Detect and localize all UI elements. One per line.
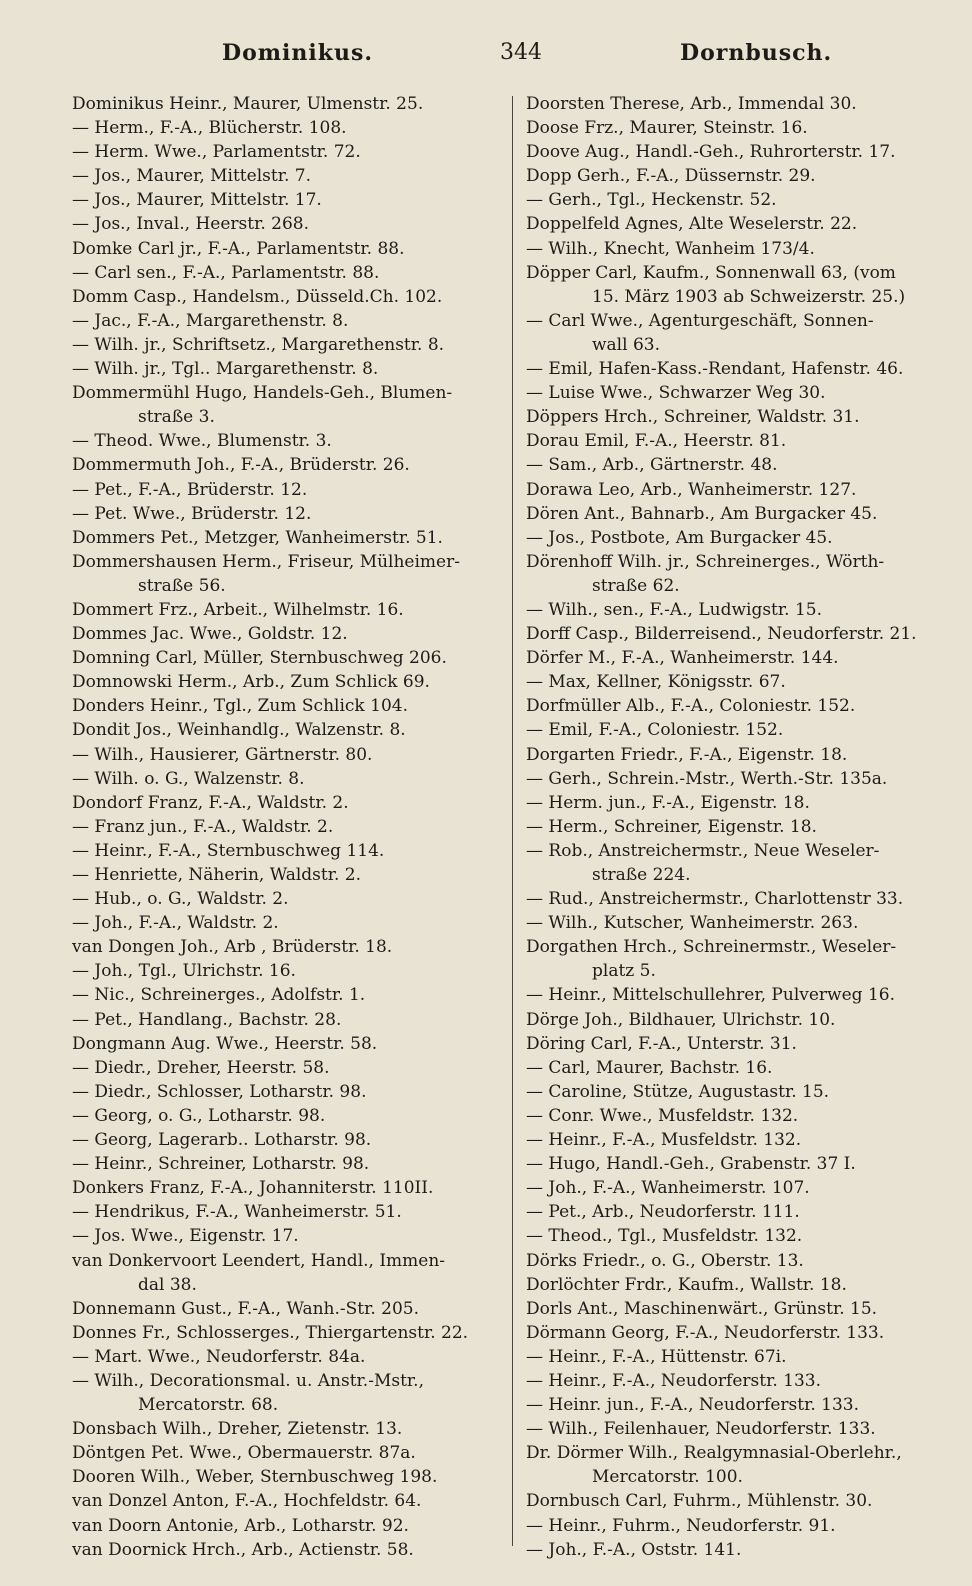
directory-entry: — Diedr., Dreher, Heerstr. 58. — [72, 1057, 330, 1078]
directory-entry: Dommermuth Joh., F.-A., Brüderstr. 26. — [72, 455, 410, 476]
directory-entry: Döring Carl, F.-A., Unterstr. 31. — [526, 1033, 797, 1054]
directory-entry: Dorls Ant., Maschinenwärt., Grünstr. 15. — [526, 1298, 878, 1319]
entry-continuation: dal 38. — [138, 1274, 197, 1295]
directory-entry: — Pet., Handlang., Bachstr. 28. — [72, 1009, 342, 1030]
entry-continuation: platz 5. — [592, 961, 656, 982]
directory-entry: Dornbusch Carl, Fuhrm., Mühlenstr. 30. — [526, 1491, 873, 1512]
entry-continuation: 15. März 1903 ab Schweizerstr. 25.) — [592, 286, 906, 307]
header-right-name: Dornbusch. — [680, 40, 833, 66]
directory-entry: Dommers Pet., Metzger, Wanheimerstr. 51. — [72, 527, 443, 548]
directory-entry: Doppelfeld Agnes, Alte Weselerstr. 22. — [526, 214, 858, 235]
directory-entry: — Wilh., Decorationsmal. u. Anstr.-Mstr., — [72, 1370, 424, 1391]
directory-entry: Donders Heinr., Tgl., Zum Schlick 104. — [72, 696, 408, 717]
directory-entry: Dören Ant., Bahnarb., Am Burgacker 45. — [526, 503, 878, 524]
directory-entry: — Sam., Arb., Gärtnerstr. 48. — [526, 455, 778, 476]
directory-entry: Donnemann Gust., F.-A., Wanh.-Str. 205. — [72, 1298, 420, 1319]
header-left-name: Dominikus. — [222, 40, 374, 66]
directory-entry: — Joh., F.-A., Oststr. 141. — [526, 1539, 742, 1560]
directory-entry: — Pet. Wwe., Brüderstr. 12. — [72, 503, 312, 524]
entry-continuation: straße 3. — [138, 407, 215, 428]
directory-entry: — Wilh., sen., F.-A., Ludwigstr. 15. — [526, 599, 822, 620]
directory-entry: — Jos., Maurer, Mittelstr. 7. — [72, 166, 311, 187]
directory-entry: — Pet., Arb., Neudorferstr. 111. — [526, 1202, 800, 1223]
directory-entry: — Wilh. o. G., Walzenstr. 8. — [72, 768, 305, 789]
directory-entry: — Carl, Maurer, Bachstr. 16. — [526, 1057, 773, 1078]
directory-entry: — Rob., Anstreichermstr., Neue Weseler- — [526, 840, 880, 861]
directory-entry: — Carl Wwe., Agenturgeschäft, Sonnen- — [526, 310, 874, 331]
directory-entry: — Rud., Anstreichermstr., Charlottenstr 33. — [526, 889, 904, 910]
directory-entry: — Wilh., Hausierer, Gärtnerstr. 80. — [72, 744, 373, 765]
directory-entry: — Jos. Wwe., Eigenstr. 17. — [72, 1226, 299, 1247]
directory-entry: — Gerh., Schrein.-Mstr., Werth.-Str. 135a. — [526, 768, 888, 789]
left-column — [72, 92, 502, 1562]
directory-entry: Dopp Gerh., F.-A., Düssernstr. 29. — [526, 166, 816, 187]
directory-entry: Domm Casp., Handelsm., Düsseld.Ch. 102. — [72, 286, 443, 307]
directory-entry: Dommershausen Herm., Friseur, Mülheimer- — [72, 551, 460, 572]
entry-continuation: straße 62. — [592, 575, 680, 596]
directory-entry: van Dongen Joh., Arb , Brüderstr. 18. — [72, 937, 393, 958]
directory-entry: — Georg, o. G., Lotharstr. 98. — [72, 1105, 326, 1126]
directory-entry: — Hugo, Handl.-Geh., Grabenstr. 37 I. — [526, 1154, 856, 1175]
column-divider — [512, 96, 513, 1546]
directory-entry: — Heinr., Fuhrm., Neudorferstr. 91. — [526, 1515, 836, 1536]
directory-entry: van Doornick Hrch., Arb., Actienstr. 58. — [72, 1539, 414, 1560]
directory-entry: — Emil, F.-A., Coloniestr. 152. — [526, 720, 784, 741]
directory-entry: Domning Carl, Müller, Sternbuschweg 206. — [72, 648, 447, 669]
directory-entry: — Mart. Wwe., Neudorferstr. 84a. — [72, 1346, 366, 1367]
directory-entry: Dörks Friedr., o. G., Oberstr. 13. — [526, 1250, 804, 1271]
directory-entry: Döntgen Pet. Wwe., Obermauerstr. 87a. — [72, 1443, 416, 1464]
directory-entry: Dommermühl Hugo, Handels-Geh., Blumen- — [72, 383, 453, 404]
directory-entry: — Wilh. jr., Schriftsetz., Margarethenstr. 8. — [72, 334, 445, 355]
directory-entry: Dr. Dörmer Wilh., Realgymnasial-Oberlehr., — [526, 1443, 902, 1464]
directory-entry: — Joh., F.-A., Wanheimerstr. 107. — [526, 1178, 810, 1199]
directory-entry: Döpper Carl, Kaufm., Sonnenwall 63, (vom — [526, 262, 896, 283]
entry-continuation: straße 224. — [592, 865, 691, 885]
directory-entry: — Heinr., F.-A., Hüttenstr. 67i. — [526, 1346, 787, 1367]
directory-entry: — Hub., o. G., Waldstr. 2. — [72, 889, 289, 910]
directory-entry: — Jos., Maurer, Mittelstr. 17. — [72, 190, 322, 211]
directory-entry: — Jos., Postbote, Am Burgacker 45. — [526, 527, 833, 548]
page-number: 344 — [500, 40, 542, 65]
directory-entry: — Pet., F.-A., Brüderstr. 12. — [72, 479, 308, 500]
directory-entry: Dorff Casp., Bilderreisend., Neudorferstr. 21. — [526, 624, 917, 645]
directory-entry: Dörenhoff Wilh. jr., Schreinerges., Wörth- — [526, 551, 885, 572]
directory-entry: — Conr. Wwe., Musfeldstr. 132. — [526, 1105, 799, 1126]
directory-entry: van Donkervoort Leendert, Handl., Immen- — [72, 1250, 446, 1271]
directory-entry: — Heinr., F.-A., Sternbuschweg 114. — [72, 840, 385, 861]
directory-entry: — Wilh. jr., Tgl.. Margarethenstr. 8. — [72, 359, 379, 380]
directory-entry: Döppers Hrch., Schreiner, Waldstr. 31. — [526, 407, 860, 428]
directory-entry: — Heinr., Mittelschullehrer, Pulverweg 16. — [526, 985, 895, 1006]
entry-continuation: wall 63. — [592, 334, 660, 355]
directory-entry: Doose Frz., Maurer, Steinstr. 16. — [526, 118, 808, 139]
directory-entry: Dorgathen Hrch., Schreinermstr., Weseler- — [526, 937, 897, 958]
directory-entry: — Wilh., Feilenhauer, Neudorferstr. 133. — [526, 1419, 876, 1440]
directory-entry: — Carl sen., F.-A., Parlamentstr. 88. — [72, 262, 380, 283]
directory-entry: — Franz jun., F.-A., Waldstr. 2. — [72, 816, 334, 837]
directory-entry: — Emil, Hafen-Kass.-Rendant, Hafenstr. 46. — [526, 359, 904, 380]
directory-entry: Dorfmüller Alb., F.-A., Coloniestr. 152. — [526, 696, 856, 717]
directory-entry: Dongmann Aug. Wwe., Heerstr. 58. — [72, 1033, 378, 1054]
directory-entry: — Max, Kellner, Königsstr. 67. — [526, 672, 786, 693]
entry-continuation: straße 56. — [138, 575, 226, 596]
directory-entry: Donsbach Wilh., Dreher, Zietenstr. 13. — [72, 1419, 403, 1440]
directory-entry: — Gerh., Tgl., Heckenstr. 52. — [526, 190, 777, 211]
directory-entry: Donnes Fr., Schlosserges., Thiergartenstr. 22. — [72, 1322, 469, 1343]
directory-entry: — Heinr., Schreiner, Lotharstr. 98. — [72, 1154, 370, 1175]
directory-entry: Dondit Jos., Weinhandlg., Walzenstr. 8. — [72, 720, 406, 741]
directory-entry: Dorawa Leo, Arb., Wanheimerstr. 127. — [526, 479, 857, 500]
directory-entry: Doorsten Therese, Arb., Immendal 30. — [526, 94, 857, 114]
directory-entry: Domke Carl jr., F.-A., Parlamentstr. 88. — [72, 238, 405, 259]
directory-entry: — Heinr. jun., F.-A., Neudorferstr. 133. — [526, 1395, 859, 1416]
directory-entry: van Donzel Anton, F.-A., Hochfeldstr. 64. — [72, 1491, 422, 1512]
directory-entry: Dominikus Heinr., Maurer, Ulmenstr. 25. — [72, 94, 424, 114]
directory-entry: — Wilh., Kutscher, Wanheimerstr. 263. — [526, 913, 859, 934]
directory-entry: — Theod., Tgl., Musfeldstr. 132. — [526, 1226, 803, 1247]
directory-entry: Dörmann Georg, F.-A., Neudorferstr. 133. — [526, 1322, 885, 1343]
directory-entry: — Wilh., Knecht, Wanheim 173/4. — [526, 238, 815, 259]
directory-entry: Dörfer M., F.-A., Wanheimerstr. 144. — [526, 648, 839, 669]
directory-entry: Dorau Emil, F.-A., Heerstr. 81. — [526, 431, 787, 452]
directory-entry: Doove Aug., Handl.-Geh., Ruhrorterstr. 17. — [526, 142, 896, 163]
directory-entry: Dorlöchter Frdr., Kaufm., Wallstr. 18. — [526, 1274, 847, 1295]
directory-entry: Dörge Joh., Bildhauer, Ulrichstr. 10. — [526, 1009, 836, 1030]
entry-continuation: Mercatorstr. 68. — [138, 1395, 279, 1416]
entry-continuation: Mercatorstr. 100. — [592, 1467, 743, 1488]
directory-entry: — Diedr., Schlosser, Lotharstr. 98. — [72, 1081, 367, 1102]
right-column — [526, 92, 962, 1562]
directory-entry: Dondorf Franz, F.-A., Waldstr. 2. — [72, 792, 349, 813]
directory-entry: Dooren Wilh., Weber, Sternbuschweg 198. — [72, 1467, 438, 1488]
directory-entry: — Georg, Lagerarb.. Lotharstr. 98. — [72, 1130, 372, 1151]
directory-entry: Dommes Jac. Wwe., Goldstr. 12. — [72, 624, 348, 645]
directory-entry: — Heinr., F.-A., Musfeldstr. 132. — [526, 1130, 802, 1151]
directory-entry: — Caroline, Stütze, Augustastr. 15. — [526, 1081, 830, 1102]
directory-entry: — Hendrikus, F.-A., Wanheimerstr. 51. — [72, 1202, 402, 1223]
directory-entry: Dorgarten Friedr., F.-A., Eigenstr. 18. — [526, 744, 848, 765]
directory-entry: — Herm., Schreiner, Eigenstr. 18. — [526, 816, 817, 837]
directory-entry: — Theod. Wwe., Blumenstr. 3. — [72, 431, 332, 452]
directory-entry: — Joh., Tgl., Ulrichstr. 16. — [72, 961, 296, 982]
page-header — [72, 40, 942, 80]
directory-entry: — Henriette, Näherin, Waldstr. 2. — [72, 865, 362, 885]
directory-entry: — Joh., F.-A., Waldstr. 2. — [72, 913, 279, 934]
directory-entry: Domnowski Herm., Arb., Zum Schlick 69. — [72, 672, 430, 693]
directory-entry: — Nic., Schreinerges., Adolfstr. 1. — [72, 985, 366, 1006]
directory-entry: — Herm. jun., F.-A., Eigenstr. 18. — [526, 792, 810, 813]
directory-entry: — Luise Wwe., Schwarzer Weg 30. — [526, 383, 826, 404]
directory-entry: Dommert Frz., Arbeit., Wilhelmstr. 16. — [72, 599, 404, 620]
directory-entry: — Herm., F.-A., Blücherstr. 108. — [72, 118, 347, 139]
directory-entry: Donkers Franz, F.-A., Johanniterstr. 110II. — [72, 1178, 434, 1199]
directory-entry: van Doorn Antonie, Arb., Lotharstr. 92. — [72, 1515, 409, 1536]
directory-entry: — Heinr., F.-A., Neudorferstr. 133. — [526, 1370, 822, 1391]
directory-entry: — Jos., Inval., Heerstr. 268. — [72, 214, 309, 235]
directory-entry: — Herm. Wwe., Parlamentstr. 72. — [72, 142, 361, 163]
directory-entry: — Jac., F.-A., Margarethenstr. 8. — [72, 310, 349, 331]
